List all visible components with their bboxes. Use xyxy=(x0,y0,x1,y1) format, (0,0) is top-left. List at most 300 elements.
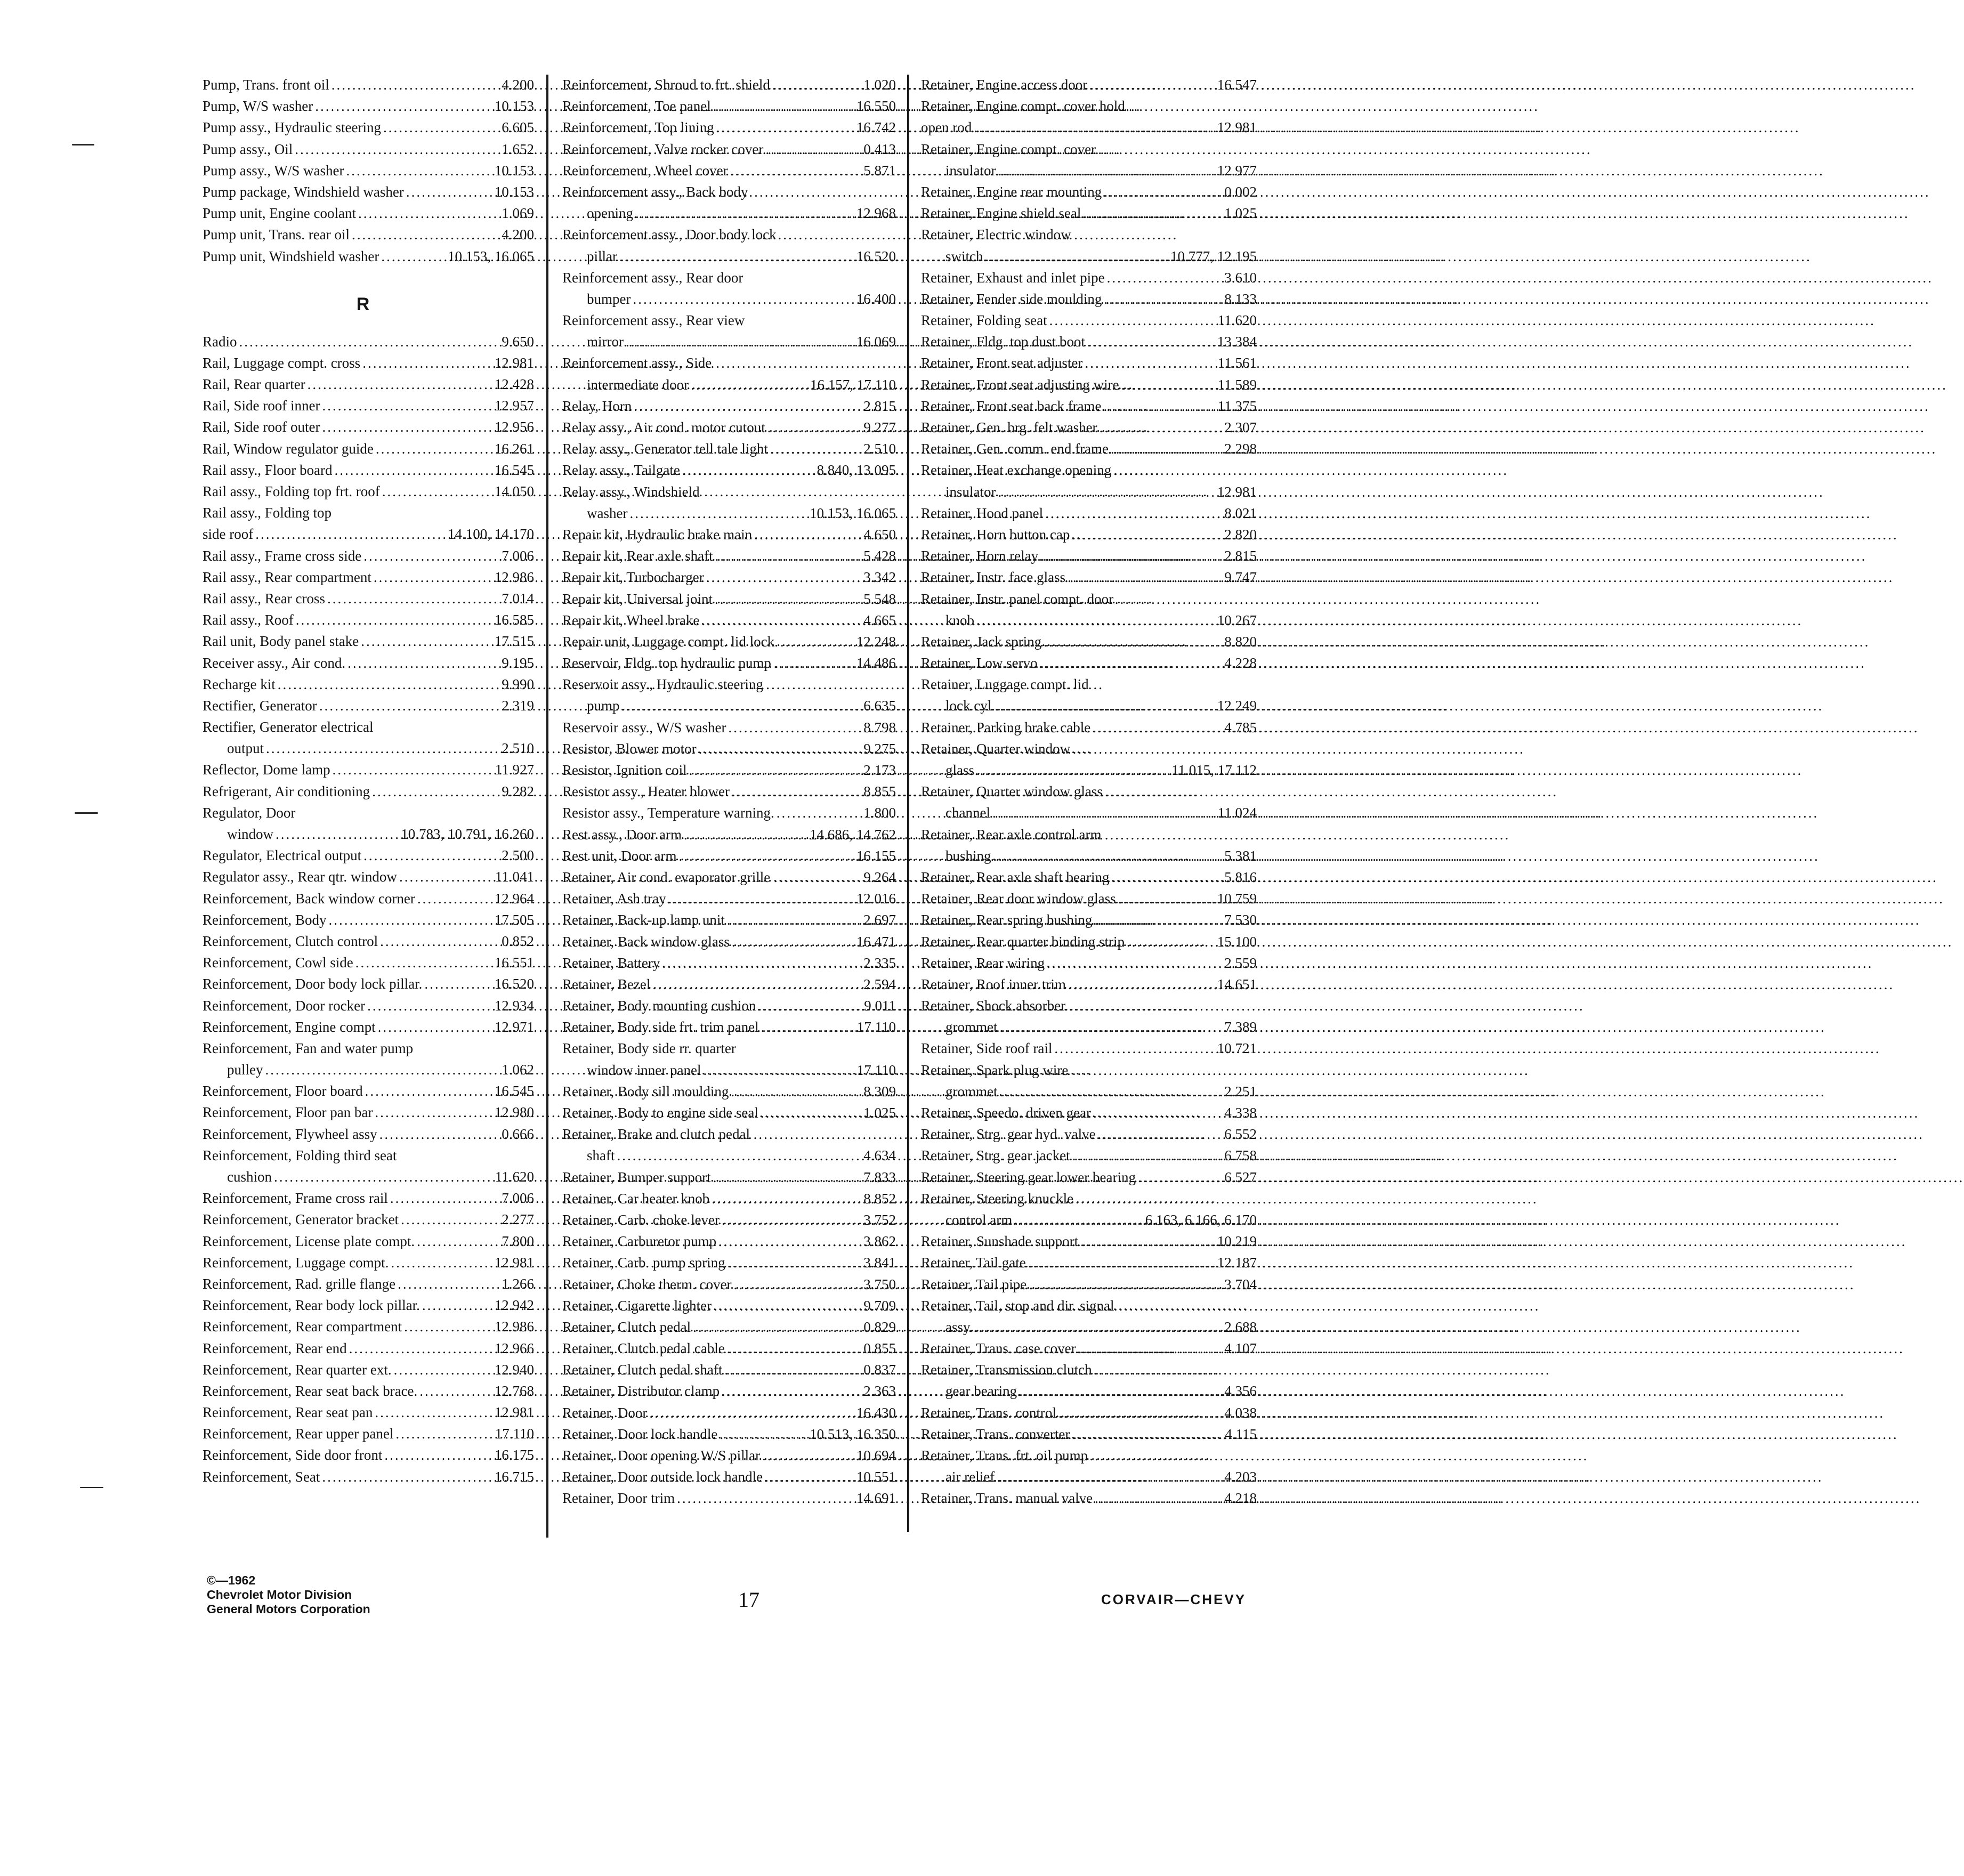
entry-label: Retainer, Distributor clamp xyxy=(562,1383,720,1400)
dot-leader xyxy=(363,845,499,866)
entry-reference: 3.342 xyxy=(863,569,896,586)
entry-reference: 1.069 xyxy=(502,205,534,222)
entry-reference: 9.990 xyxy=(502,676,534,692)
entry-reference: 4.038 xyxy=(1224,1404,1257,1421)
index-entry xyxy=(562,95,896,117)
index-entry xyxy=(921,1380,1257,1402)
entry-label: Rail assy., Rear cross xyxy=(203,590,325,607)
entry-reference: 3.750 xyxy=(863,1276,896,1292)
entry-label: Retainer, Gen. comm. end frame xyxy=(921,441,1109,457)
dot-leader xyxy=(635,203,854,224)
entry-reference: 0.837 xyxy=(863,1362,896,1378)
entry-reference: 5.871 xyxy=(863,162,896,179)
dot-leader xyxy=(727,1338,861,1359)
index-entry xyxy=(203,1273,534,1295)
entry-reference: 4.650 xyxy=(863,526,896,543)
entry-label: Retainer, Clutch pedal cable xyxy=(562,1340,725,1357)
entry-reference: 1.800 xyxy=(863,805,896,821)
entry-reference: 1.020 xyxy=(863,77,896,93)
index-entry xyxy=(203,1080,534,1102)
entry-label: Reinforcement, Top lining xyxy=(562,119,714,136)
entry-label: open rod xyxy=(921,119,972,136)
dot-leader xyxy=(380,931,499,952)
dot-leader xyxy=(720,1424,807,1445)
dot-leader xyxy=(1127,931,1215,952)
index-entry xyxy=(921,224,1257,245)
dot-leader xyxy=(363,545,499,567)
entry-reference: 14.486 xyxy=(856,655,896,672)
index-entry xyxy=(562,417,896,438)
entry-label: Retainer, Front seat back frame xyxy=(921,398,1102,414)
index-entry xyxy=(203,1252,534,1273)
index-entry xyxy=(562,1060,896,1081)
entry-label: Retainer, Sunshade support xyxy=(921,1233,1079,1250)
dot-leader xyxy=(376,438,492,459)
entry-label: Reservoir assy., Hydraulic steering xyxy=(562,676,763,693)
entry-reference: 12.986 xyxy=(494,1319,534,1335)
entry-label: Retainer, Transmission clutch xyxy=(921,1362,1092,1378)
index-entry xyxy=(562,1316,896,1338)
dot-leader xyxy=(715,588,861,610)
entry-reference: 7.014 xyxy=(502,590,534,607)
index-entry xyxy=(203,139,534,160)
entry-label: Retainer, Trans. manual valve xyxy=(921,1490,1093,1507)
entry-label: Retainer, Door trim xyxy=(562,1490,675,1507)
entry-label: Reinforcement, Rear end xyxy=(203,1340,347,1356)
entry-label: Regulator assy., Rear qtr. window xyxy=(203,869,397,885)
dot-leader xyxy=(1107,267,1223,288)
entry-reference: 5.428 xyxy=(863,548,896,564)
entry-label: Reinforcement, Cowl side xyxy=(203,955,353,971)
entry-label: Rail assy., Floor board xyxy=(203,462,333,478)
entry-label: Rail assy., Roof xyxy=(203,612,294,628)
entry-label: Reinforcement, Toe panel xyxy=(562,98,711,115)
dot-leader xyxy=(1054,1038,1215,1059)
index-entry xyxy=(203,1380,534,1402)
entry-label: Retainer, Body side frt. trim panel xyxy=(562,1019,759,1036)
entry-reference: 10.694 xyxy=(856,1448,896,1463)
margin-mark xyxy=(75,812,98,814)
entry-label: Retainer, Bumper support xyxy=(562,1169,711,1185)
entry-reference: 7.833 xyxy=(863,1169,896,1185)
entry-label: Reinforcement, Rear upper panel xyxy=(203,1426,394,1442)
index-entry xyxy=(562,1380,896,1402)
entry-reference: 2.173 xyxy=(863,762,896,778)
index-entry xyxy=(921,652,1257,674)
index-entry xyxy=(921,1167,1257,1188)
entry-label: Retainer, Engine shield seal xyxy=(921,205,1081,222)
index-entry xyxy=(203,1466,534,1487)
entry-label: Retainer, Tail gate xyxy=(921,1255,1026,1271)
entry-label: Retainer, Clutch pedal shaft xyxy=(562,1362,723,1378)
entry-label: Rail unit, Body panel stake xyxy=(203,633,359,650)
index-entry xyxy=(921,246,1257,267)
index-entry xyxy=(562,931,896,952)
entry-reference: 12.249 xyxy=(1217,698,1257,714)
entry-label: Rail, Rear quarter xyxy=(203,376,305,393)
entry-reference: 2.594 xyxy=(863,976,896,992)
entry-label: Resistor assy., Temperature warning. xyxy=(562,805,774,821)
dot-leader xyxy=(976,759,1169,781)
entry-reference: 6.163, 6.166, 6.170 xyxy=(1145,1211,1257,1228)
entry-reference: 14.651 xyxy=(1217,976,1257,992)
index-entry xyxy=(562,503,896,524)
entry-label: Reinforcement, Seat xyxy=(203,1468,320,1485)
entry-reference: 2.815 xyxy=(1224,548,1257,564)
entry-label: Rest assy., Door arm xyxy=(562,826,682,843)
index-entry xyxy=(203,952,534,973)
dot-leader xyxy=(319,695,499,716)
entry-label: window inner panel xyxy=(587,1062,701,1078)
entry-label: Retainer, Carb. pump spring xyxy=(562,1255,725,1271)
entry-reference: 5.381 xyxy=(1224,847,1257,864)
entry-label: Reinforcement, Rear compartment xyxy=(203,1319,402,1335)
dot-leader xyxy=(699,738,862,759)
entry-label: knob xyxy=(945,612,974,628)
entry-reference: 14.686, 14.762 xyxy=(810,826,896,843)
entry-reference: 12.981 xyxy=(494,354,534,371)
entry-label: Repair kit, Hydraulic brake main xyxy=(562,526,753,543)
entry-label: Retainer, Back-up lamp unit xyxy=(562,912,725,928)
dot-leader xyxy=(365,1080,492,1102)
entry-reference: 16.430 xyxy=(856,1404,896,1421)
entry-reference: 11.620 xyxy=(495,1169,534,1185)
entry-label: Retainer, Jack spring xyxy=(921,633,1042,650)
entry-reference: 16.175 xyxy=(494,1447,534,1463)
entry-label: Reinforcement, Shroud to frt. shield xyxy=(562,77,770,93)
index-entry xyxy=(203,374,534,395)
entry-label: Pump package, Windshield washer xyxy=(203,183,404,200)
dot-leader xyxy=(1121,374,1216,395)
dot-leader xyxy=(1047,952,1222,974)
dot-leader xyxy=(333,759,493,780)
entry-reference: 16.551 xyxy=(494,955,534,971)
dot-leader xyxy=(622,695,862,716)
dot-leader xyxy=(716,117,854,138)
entry-label: insulator xyxy=(945,162,996,179)
entry-reference: 12.966 xyxy=(494,1340,534,1356)
entry-label: Reinforcement assy., Side xyxy=(562,355,712,371)
entry-label: Retainer, Ash tray xyxy=(562,891,666,907)
index-entry xyxy=(203,716,534,738)
dot-leader xyxy=(274,1166,493,1187)
index-entry xyxy=(203,246,534,267)
index-entry xyxy=(203,630,534,652)
dot-leader xyxy=(399,866,493,887)
entry-label: Retainer, Body sill moulding xyxy=(562,1083,729,1099)
index-entry xyxy=(921,952,1257,974)
entry-reference: 0.852 xyxy=(502,933,534,949)
entry-label: Radio xyxy=(203,333,237,350)
dot-leader xyxy=(347,652,499,674)
index-entry xyxy=(203,995,534,1016)
index-column-2 xyxy=(562,74,896,1509)
index-entry xyxy=(562,352,896,374)
entry-label: Retainer, Air cond. evaporator grille . xyxy=(562,869,778,885)
index-entry xyxy=(921,1252,1257,1273)
entry-label: Retainer, Low servo xyxy=(921,655,1038,672)
entry-label: Retainer, Brake and clutch pedal xyxy=(562,1126,750,1143)
dot-leader xyxy=(626,331,854,352)
entry-label: Retainer, Hood panel xyxy=(921,505,1044,521)
index-entry xyxy=(921,181,1257,203)
entry-label: Retainer, Quarter window xyxy=(921,740,1071,757)
index-entry xyxy=(203,523,534,545)
dot-leader xyxy=(758,995,862,1016)
index-entry xyxy=(203,160,534,181)
index-entry xyxy=(921,1487,1257,1509)
dot-leader xyxy=(1078,1338,1223,1359)
entry-label: Retainer, Clutch pedal xyxy=(562,1319,691,1335)
entry-reference: 5.548 xyxy=(863,591,896,607)
entry-label: Pump unit, Engine coolant xyxy=(203,205,356,222)
entry-label: Retainer, Engine compt. cover hold xyxy=(921,98,1125,115)
index-entry xyxy=(203,416,534,438)
dot-leader xyxy=(406,181,492,203)
index-entry xyxy=(921,631,1257,652)
entry-label: Retainer, Engine access door xyxy=(921,77,1088,93)
index-entry xyxy=(562,1145,896,1166)
dot-leader xyxy=(384,1444,492,1466)
index-entry xyxy=(203,1295,534,1316)
index-entry xyxy=(203,331,534,352)
index-entry xyxy=(562,331,896,352)
entry-reference: 12.428 xyxy=(494,376,534,393)
entry-label: Retainer, Choke therm. cover xyxy=(562,1276,732,1292)
dot-leader xyxy=(355,952,492,973)
entry-reference: 2.335 xyxy=(863,955,896,971)
dot-leader xyxy=(765,139,861,160)
dot-leader xyxy=(278,674,500,695)
dot-leader xyxy=(419,1380,492,1402)
entry-label: Pump assy., W/S washer xyxy=(203,162,344,179)
dot-leader xyxy=(701,610,861,631)
entry-label: Refrigerant, Air conditioning xyxy=(203,783,370,799)
index-entry xyxy=(921,524,1257,545)
entry-reference: 11.041 xyxy=(495,869,534,885)
dot-leader xyxy=(1100,417,1223,438)
entry-label: Retainer, Front seat adjusting wire xyxy=(921,376,1119,393)
entry-label: Rail, Side roof inner xyxy=(203,398,320,414)
index-entry xyxy=(203,609,534,630)
dot-leader xyxy=(728,1252,862,1273)
index-entry xyxy=(203,845,534,866)
dot-leader xyxy=(1111,438,1222,459)
entry-label: Reinforcement assy., Rear view xyxy=(562,312,745,329)
index-entry xyxy=(562,160,896,181)
dot-leader xyxy=(727,909,861,931)
entry-reference: 10.759 xyxy=(1217,891,1257,907)
entry-label: Repair kit, Rear axle shaft xyxy=(562,548,713,564)
entry-reference: 17.110 xyxy=(856,1062,896,1078)
entry-label: Reinforcement, Fan and water pump xyxy=(203,1040,414,1056)
entry-reference: 2.510 xyxy=(502,740,534,757)
dot-leader xyxy=(382,481,492,502)
dot-leader xyxy=(361,630,492,652)
dot-leader xyxy=(375,1102,492,1123)
index-entry xyxy=(203,95,534,117)
entry-label: Retainer, Front seat adjuster xyxy=(921,355,1083,371)
entry-reference: 12.016 xyxy=(856,891,896,907)
index-entry xyxy=(921,802,1257,823)
entry-label: Retainer, Shock absorber xyxy=(921,998,1066,1014)
entry-label: Retainer, Strg. gear hyd. valve xyxy=(921,1126,1096,1143)
entry-reference: 16.069 xyxy=(856,334,896,350)
index-entry xyxy=(562,909,896,931)
entry-reference: 8.855 xyxy=(863,783,896,800)
copyright-line: General Motors Corporation xyxy=(207,1602,370,1616)
entry-reference: 9.264 xyxy=(863,869,896,885)
index-entry xyxy=(921,74,1257,95)
entry-label: cushion xyxy=(227,1169,272,1185)
entry-reference: 10.153 xyxy=(494,98,534,115)
entry-reference: 9.277 xyxy=(863,419,896,435)
index-entry xyxy=(562,459,896,481)
entry-reference: 16.585 xyxy=(494,612,534,628)
index-entry xyxy=(562,1402,896,1424)
entry-reference: 0.002 xyxy=(1224,183,1257,200)
index-entry xyxy=(203,1102,534,1123)
entry-label: Retainer, Body to engine side seal xyxy=(562,1105,758,1121)
entry-label: Retainer, Fender side moulding xyxy=(921,290,1102,307)
index-entry xyxy=(562,1424,896,1445)
entry-reference: 11.927 xyxy=(495,762,534,778)
dot-leader xyxy=(1138,1167,1222,1188)
dot-leader xyxy=(362,352,492,374)
entry-label: Reinforcement, Folding third seat xyxy=(203,1147,397,1163)
entry-label: Relay assy., Windshield xyxy=(562,483,700,500)
index-entry xyxy=(921,117,1257,138)
dot-leader xyxy=(422,1295,492,1316)
entry-reference: 7.389 xyxy=(1224,1019,1257,1036)
entry-reference: 4.107 xyxy=(1224,1340,1257,1357)
entry-reference: 3.704 xyxy=(1224,1276,1257,1292)
entry-label: Retainer, Gen. brg. felt washer xyxy=(921,419,1097,435)
index-entry xyxy=(921,567,1257,588)
entry-label: Retainer, Carb. choke lever xyxy=(562,1211,720,1228)
entry-label: Retainer, Engine rear mounting xyxy=(921,183,1102,200)
dot-leader xyxy=(668,888,854,909)
entry-label: Reinforcement, Flywheel assy xyxy=(203,1126,377,1142)
dot-leader xyxy=(349,1338,492,1359)
entry-label: Retainer, Back window glass xyxy=(562,933,730,950)
index-entry xyxy=(921,139,1257,160)
index-entry xyxy=(921,1038,1257,1059)
dot-leader xyxy=(322,416,492,438)
entry-label: Repair kit, Turbocharger xyxy=(562,569,704,586)
index-entry xyxy=(203,888,534,909)
entry-reference: 14.050 xyxy=(494,483,534,499)
entry-label: Retainer, Spark plug wire xyxy=(921,1062,1069,1078)
index-entry xyxy=(921,160,1257,181)
entry-label: Retainer, Body side rr. quarter xyxy=(562,1040,736,1057)
index-entry xyxy=(562,310,896,331)
entry-label: Retainer, Heat exchange opening xyxy=(921,462,1112,479)
dot-leader xyxy=(772,74,861,95)
entry-label: Retainer, Roof inner trim xyxy=(921,976,1066,992)
entry-reference: 9.650 xyxy=(502,333,534,350)
column-divider xyxy=(907,75,909,1532)
entry-label: opening xyxy=(587,205,633,222)
index-entry xyxy=(203,352,534,374)
dot-leader xyxy=(1118,888,1215,909)
entry-reference: 4.228 xyxy=(1224,655,1257,672)
margin-mark xyxy=(72,144,94,145)
entry-label: washer xyxy=(587,505,628,521)
index-entry xyxy=(921,1359,1257,1380)
entry-label: Retainer, Rear spring bushing xyxy=(921,912,1093,928)
entry-label: switch xyxy=(945,248,983,264)
entry-reference: 17.515 xyxy=(494,633,534,650)
entry-label: Reinforcement, Frame cross rail xyxy=(203,1190,388,1207)
entry-reference: 3.752 xyxy=(863,1211,896,1228)
index-entry xyxy=(921,503,1257,524)
entry-reference: 2.510 xyxy=(863,441,896,457)
dot-leader xyxy=(706,567,862,588)
entry-label: Retainer, Instr. face glass xyxy=(921,569,1066,586)
dot-leader xyxy=(1044,631,1222,652)
index-entry xyxy=(921,352,1257,374)
entry-label: Rest unit, Door arm xyxy=(562,847,677,864)
dot-leader xyxy=(652,974,861,995)
entry-label: Reinforcement, Valve rocker cover xyxy=(562,141,764,157)
entry-reference: 16.400 xyxy=(856,290,896,307)
dot-leader xyxy=(629,503,807,524)
entry-label: Retainer, Trans. converter xyxy=(921,1426,1070,1442)
entry-label: Reinforcement, Clutch control xyxy=(203,933,378,949)
dot-leader xyxy=(728,717,861,738)
dot-leader xyxy=(677,1487,854,1509)
entry-reference: 8.309 xyxy=(863,1083,896,1099)
index-entry xyxy=(562,524,896,545)
index-entry xyxy=(562,481,896,503)
index-entry xyxy=(562,867,896,888)
entry-reference: 12.981 xyxy=(494,1254,534,1271)
entry-label: control arm xyxy=(945,1211,1013,1228)
index-entry xyxy=(562,1016,896,1038)
entry-reference: 4.203 xyxy=(1224,1469,1257,1485)
entry-label: output xyxy=(227,740,264,757)
index-entry xyxy=(921,203,1257,224)
index-entry xyxy=(203,1359,534,1380)
entry-label: Retainer, Battery xyxy=(562,955,660,971)
index-entry xyxy=(203,695,534,716)
dot-leader xyxy=(1083,203,1222,224)
entry-reference: 7.006 xyxy=(502,547,534,564)
entry-reference: 2.319 xyxy=(502,697,534,714)
entry-reference: 4.665 xyxy=(863,612,896,628)
index-entry xyxy=(921,759,1257,781)
index-entry xyxy=(921,888,1257,909)
dot-leader xyxy=(712,1188,861,1209)
index-entry xyxy=(562,181,896,203)
dot-leader xyxy=(662,952,861,974)
dot-leader xyxy=(395,1423,492,1444)
entry-label: channel xyxy=(945,805,990,821)
entry-reference: 10.153, 16.065 xyxy=(448,248,534,264)
entry-reference: 17.110 xyxy=(495,1426,534,1442)
dot-leader xyxy=(1049,310,1216,331)
entry-reference: 2.251 xyxy=(1224,1083,1257,1099)
entry-label: Retainer, Exhaust and inlet pipe xyxy=(921,269,1105,286)
entry-reference: 12.968 xyxy=(856,205,896,222)
entry-reference: 12.971 xyxy=(494,1018,534,1035)
entry-label: window xyxy=(227,826,273,842)
entry-reference: 0.855 xyxy=(863,1340,896,1357)
entry-reference: 9.709 xyxy=(863,1297,896,1314)
entry-label: Reinforcement assy., Door body lock xyxy=(562,227,777,243)
dot-leader xyxy=(770,438,861,459)
